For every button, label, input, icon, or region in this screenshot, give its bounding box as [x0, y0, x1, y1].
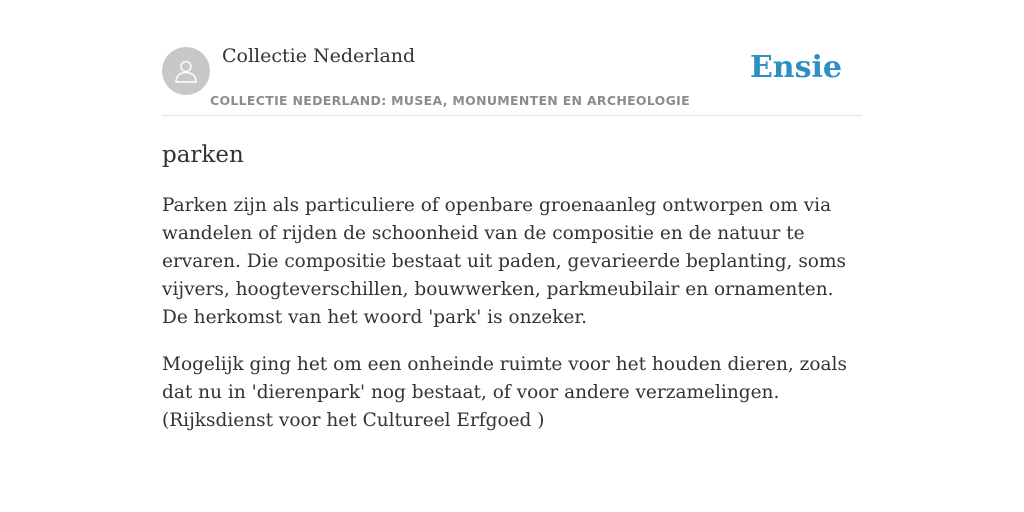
author-avatar[interactable]	[162, 47, 210, 95]
entry-header	[162, 0, 862, 116]
user-silhouette-icon	[172, 57, 200, 85]
entry-paragraph: Parken zijn als particuliere of openbare groenaanleg ontworpen om via wandelen of rijden de schoonheid van de compositie en de natuur te ervaren. Die compositie bestaat uit paden, gevarieerde beplanting, soms vijvers, hoogteverschillen, bouwwerken, parkmeubilair en ornamenten. De herkomst van het woord 'park' is onzeker.	[162, 195, 846, 328]
author-name[interactable]: Collectie Nederland	[222, 45, 416, 67]
entry-title: parken	[162, 142, 244, 168]
entry-paragraph: Mogelijk ging het om een onheinde ruimte voor het houden dieren, zoals dat nu in 'dierenpark' nog bestaat, of voor andere verzamelingen. (Rijksdienst voor het Cultureel Erfgoed )	[162, 354, 847, 431]
ensie-logo[interactable]: Ensie	[749, 50, 842, 85]
source-label[interactable]: COLLECTIE NEDERLAND: MUSEA, MONUMENTEN EN ARCHEOLOGIE	[210, 93, 690, 108]
entry-card	[162, 0, 862, 435]
